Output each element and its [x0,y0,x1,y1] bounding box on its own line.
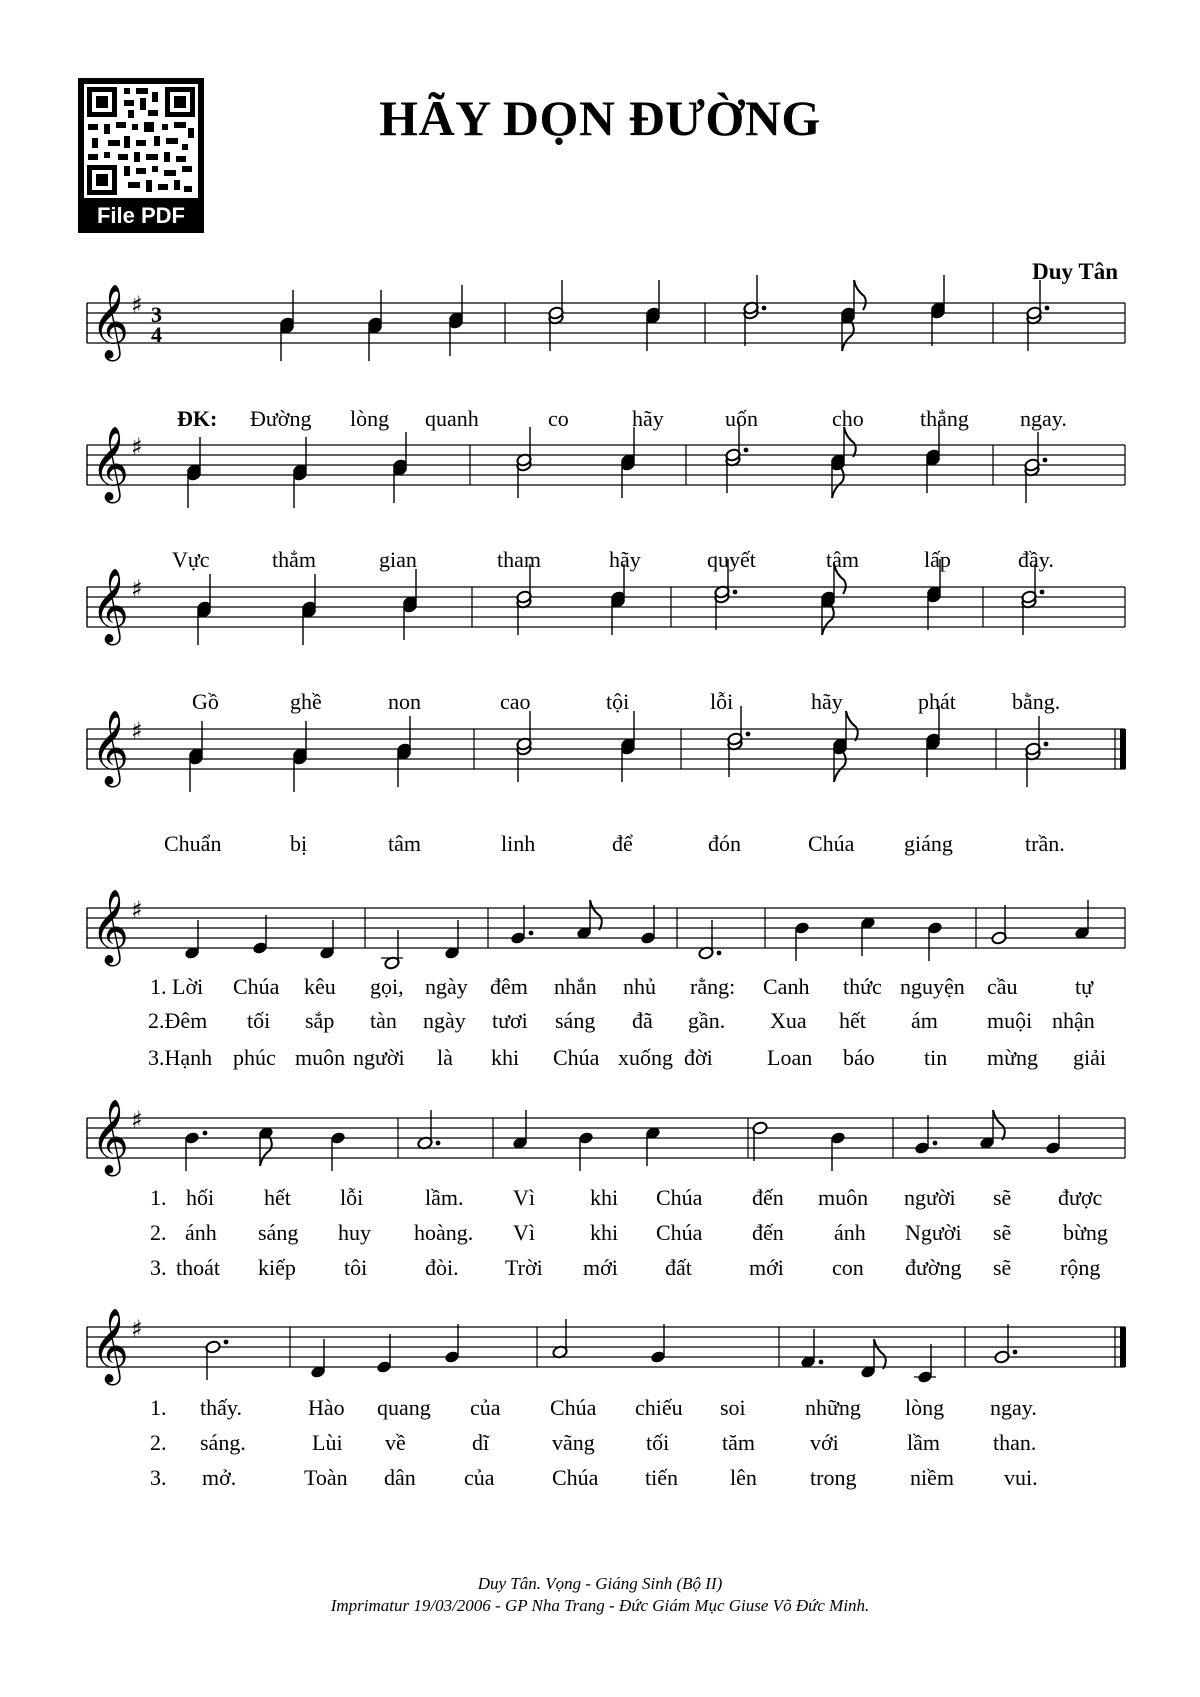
lyric-word: uốn [725,406,758,431]
lyric-word: gian [379,547,417,572]
lyric-word: Chúa [553,1045,600,1070]
lyric-word: 2.Đêm [148,1008,208,1033]
treble-clef-icon: 𝄞 [91,711,129,785]
final-barline [1120,729,1126,769]
note-flag [590,900,602,930]
lyric-word: hoàng. [414,1220,474,1245]
lyric-word: sẽ [993,1220,1012,1245]
sharp-icon: ♯ [131,1106,143,1134]
lyric-word: rộng [1060,1255,1101,1280]
lyric-word: xuống [618,1045,673,1070]
lyric-word: Chúa [233,974,280,999]
lyric-word: bị [290,831,308,856]
lyric-line [0,404,1200,434]
lyric-word: đã [632,1008,653,1033]
lyric-word: báo [843,1045,875,1070]
lyric-word: Xua [770,1008,807,1033]
lyric-word: ám [911,1008,938,1033]
lyric-word: cho [832,406,864,431]
lyric-word: thoát [176,1255,220,1280]
note-dot [746,732,751,737]
lyric-word: lỗi [340,1185,364,1210]
qr-label: File PDF [96,203,185,228]
lyric-word: tâm [388,831,421,856]
lyric-word: Trời [505,1255,543,1280]
lyric-word: hối [186,1185,215,1210]
lyric-word: nhận [1052,1008,1095,1033]
lyric-word: cao [500,689,531,714]
lyric-word: đất [665,1255,692,1280]
note-dot [203,1131,208,1136]
lyric-word: giải [1073,1045,1106,1070]
lyric-word: lên [730,1465,757,1490]
lyric-word: Chúa [552,1465,599,1490]
lyric-line [0,829,1200,859]
lyric-word: tội [606,689,630,714]
lyric-word: Chúa [550,1395,597,1420]
time-signature-top: 3 [151,302,162,327]
lyric-word: hãy [609,547,641,572]
lyric-word: phát [918,689,956,714]
lyric-line [0,1043,1200,1073]
note-dot [717,951,722,956]
lyric-word: muôn [818,1185,869,1210]
note-flag [832,468,844,498]
lyric-line [0,1463,1200,1493]
note-flag [260,1136,272,1166]
note-dot [1013,1350,1018,1355]
lyric-word: 2. [150,1220,167,1245]
lyric-word: những [805,1395,861,1420]
lyric-word: niềm [910,1465,954,1490]
lyric-word: vãng [552,1430,595,1455]
lyric-word: bừng [1063,1220,1108,1245]
lyric-word: lầm. [425,1185,464,1210]
refrain-label: ĐK: [177,406,218,431]
lyric-word: tươi [492,1008,528,1033]
treble-clef-icon: 𝄞 [91,890,129,964]
lyric-word: non [388,689,421,714]
note-dot [224,1340,229,1345]
footer-source: Duy Tân. Vọng - Giáng Sinh (Bộ II) [477,1574,723,1593]
lyric-word: Chúa [656,1185,703,1210]
lyric-line [0,1183,1200,1213]
lyric-word: 2. [150,1430,167,1455]
lyric-word: Loan [767,1045,813,1070]
lyric-word: 3.Hạnh [148,1045,213,1070]
page-title: HÃY DỌN ĐƯỜNG [379,90,821,146]
lyric-line [0,972,1200,1002]
lyric-word: quyết [707,547,756,572]
lyric-word: lấp [924,547,951,572]
lyric-word: mới [583,1255,618,1280]
lyric-word: ngay. [990,1395,1037,1420]
lyric-word: Người [905,1220,962,1245]
note-dot [1045,306,1050,311]
note-flag [822,605,834,635]
lyric-word: lòng [350,406,390,431]
note-dot [1044,742,1049,747]
lyric-word: thấy. [200,1395,242,1420]
note-dot [933,1141,938,1146]
treble-clef-icon: 𝄞 [91,285,129,359]
lyric-word: 1. [150,1395,167,1420]
lyric-word: dân [384,1465,416,1490]
lyric-word: sáng [258,1220,299,1245]
lyric-word: Chúa [656,1220,703,1245]
note-dot [762,306,767,311]
lyric-word: thẳm [272,547,316,572]
lyric-word: để [612,831,633,856]
lyric-word: muội [987,1008,1033,1033]
lyric-word: nhủ [623,974,656,999]
lyric-word: lỗi [710,689,734,714]
sharp-icon: ♯ [131,717,143,745]
treble-clef-icon: 𝄞 [91,1100,129,1174]
lyric-word: ánh [185,1220,217,1245]
lyric-word: 3. [150,1465,167,1490]
lyric-line [0,1006,1200,1036]
lyric-word: sáng [555,1008,596,1033]
lyric-word: cầu [987,974,1018,999]
lyric-word: Canh [763,974,810,999]
lyric-line [0,1218,1200,1248]
lyric-word: sẽ [993,1185,1012,1210]
sharp-icon: ♯ [131,575,143,603]
lyric-word: thẳng [920,406,969,431]
lyric-word: người [904,1185,956,1210]
lyric-word: là [437,1045,453,1070]
lyric-word: đến [752,1220,784,1245]
lyric-word: ghề [290,689,322,714]
lyric-word: hết [264,1185,291,1210]
lyric-line [0,1393,1200,1423]
lyric-word: linh [501,831,536,856]
lyric-word: tôi [344,1255,368,1280]
lyric-word: nhắn [554,974,597,999]
lyric-word: Chúa [808,831,855,856]
note-flag [854,280,866,310]
lyric-word: rằng: [690,974,736,999]
treble-clef-icon: 𝄞 [91,1309,129,1383]
lyric-word: chiếu [635,1395,683,1420]
lyric-word: sẽ [993,1255,1012,1280]
lyric-word: con [832,1255,864,1280]
lyric-word: đường [905,1255,962,1280]
treble-clef-icon: 𝄞 [91,569,129,643]
lyric-word: tối [247,1008,271,1033]
lyric-word: gọi, [370,974,404,999]
footer-imprimatur: Imprimatur 19/03/2006 - GP Nha Trang - Đức Giám Mục Giuse Võ Đức Minh. [330,1596,870,1615]
lyric-word: tối [646,1430,670,1455]
lyric-word: ngày [423,1008,466,1033]
lyric-word: co [548,406,569,431]
note-flag [834,752,846,782]
lyric-line [0,545,1200,575]
lyric-word: tham [497,547,541,572]
lyric-word: huy [338,1220,371,1245]
lyric-word: bằng. [1012,689,1061,714]
lyric-word: lòng [905,1395,945,1420]
lyric-word: đến [752,1185,784,1210]
lyric-word: vui. [1004,1465,1038,1490]
lyric-word: Gồ [192,689,219,714]
lyric-word: Vực [172,547,210,572]
lyric-word: với [810,1430,839,1455]
lyric-word: đầy. [1018,547,1054,572]
lyric-word: sắp [305,1008,335,1033]
lyric-word: Chuẩn [164,831,222,856]
note-flag [842,321,854,351]
lyric-line [0,1253,1200,1283]
lyric-word: trong [810,1465,857,1490]
note-dot [1040,590,1045,595]
lyric-word: hết [839,1008,866,1033]
lyric-word: kiếp [258,1255,296,1280]
lyric-word: tự [1075,974,1094,999]
lyric-word: lầm [907,1430,940,1455]
lyric-word: tàn [370,1008,397,1033]
treble-clef-icon: 𝄞 [91,427,129,501]
lyric-word: tăm [722,1430,755,1455]
lyric-word: than. [993,1430,1037,1455]
lyric-word: muôn [295,1045,346,1070]
sharp-icon: ♯ [131,896,143,924]
sharp-icon: ♯ [131,433,143,461]
lyric-word: khi [491,1045,520,1070]
note-dot [1043,458,1048,463]
lyric-word: đòi. [425,1255,459,1280]
lyric-word: trần. [1025,831,1065,856]
note-dot [744,448,749,453]
lyric-word: 3. [150,1255,167,1280]
lyric-word: người [353,1045,405,1070]
lyric-word: ánh [834,1220,866,1245]
lyric-word: của [464,1465,495,1490]
lyric-word: tiến [645,1465,678,1490]
lyric-word: sáng. [200,1430,246,1455]
lyric-word: kêu [304,974,336,999]
note-dot [733,590,738,595]
lyric-word: được [1058,1185,1103,1210]
lyric-word: đêm [490,974,528,999]
lyric-word: dĩ [472,1430,490,1455]
lyric-word: Vì [513,1185,535,1210]
lyric-word: soi [720,1395,746,1420]
note-flag [993,1110,1005,1140]
time-signature-bottom: 4 [151,322,162,347]
lyric-word: ngay. [1020,406,1067,431]
note-dot [819,1360,824,1365]
note-dot [529,931,534,936]
note-dot [436,1141,441,1146]
lyric-word: mừng [987,1045,1039,1070]
lyric-word: 1. Lời [150,974,204,999]
sharp-icon: ♯ [131,1315,143,1343]
lyric-word: Vì [513,1220,535,1245]
lyric-word: giáng [904,831,953,856]
lyric-word: quang [377,1395,431,1420]
lyric-word: mở. [202,1465,237,1490]
lyric-word: của [470,1395,501,1420]
lyric-word: khi [590,1220,619,1245]
lyric-word: nguyện [900,974,965,999]
note-flag [874,1339,886,1369]
lyric-word: thức [843,974,882,999]
lyric-word: đời [684,1045,713,1070]
lyric-word: mới [749,1255,784,1280]
lyric-word: hãy [632,406,664,431]
lyric-line [0,687,1200,717]
sharp-icon: ♯ [131,291,143,319]
final-barline [1120,1327,1126,1367]
lyric-word: quanh [425,406,479,431]
lyric-word: tâm [826,547,859,572]
lyric-word: 1. [150,1185,167,1210]
lyric-word: tin [924,1045,948,1070]
lyric-word: về [385,1430,406,1455]
lyric-line [0,1428,1200,1458]
lyric-word: Lùi [312,1430,343,1455]
lyric-word: hãy [811,689,843,714]
composer-name: Duy Tân [1032,259,1118,284]
lyric-word: gần. [688,1008,726,1033]
lyric-word: ngày [425,974,468,999]
lyric-word: đón [708,831,741,856]
lyric-word: phúc [233,1045,276,1070]
lyric-word: Toàn [304,1465,348,1490]
lyric-word: khi [590,1185,619,1210]
lyric-word: Đường [250,406,312,431]
lyric-word: Hào [308,1395,345,1420]
